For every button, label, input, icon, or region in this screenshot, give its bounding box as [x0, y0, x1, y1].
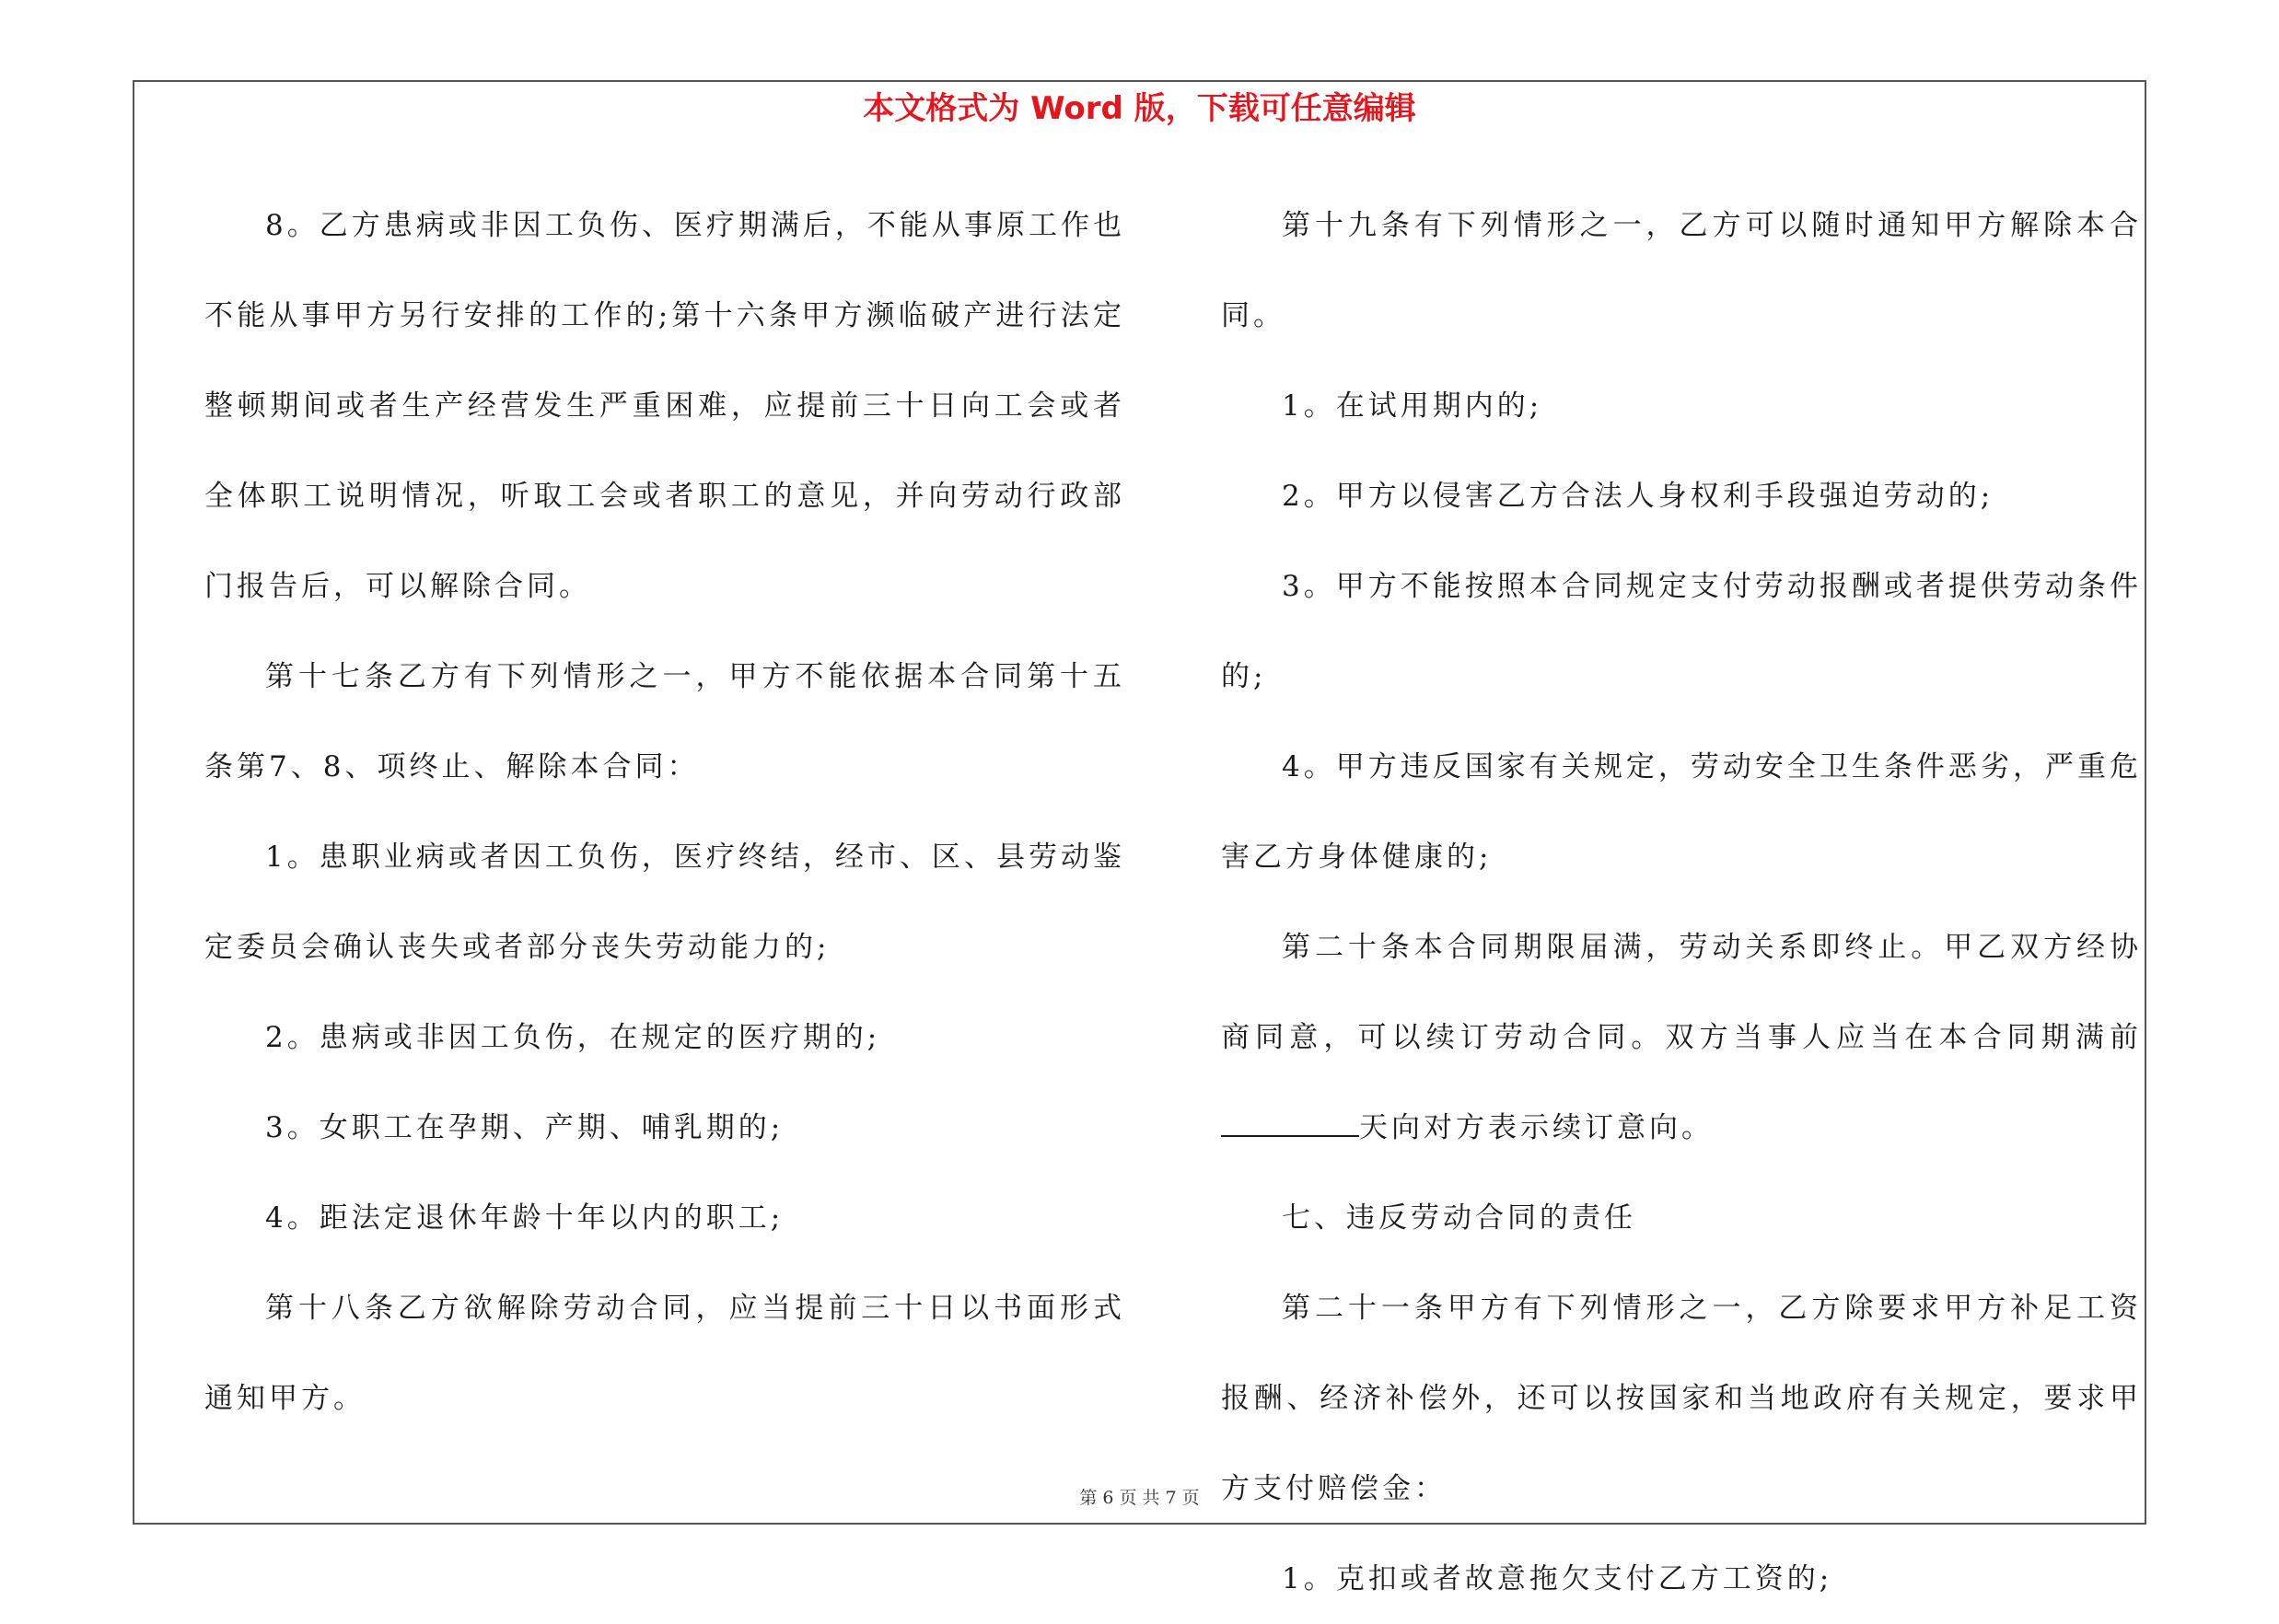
paragraph: 1。在试用期内的; [1282, 389, 1543, 423]
paragraph: 4。甲方违反国家有关规定，劳动安全卫生条件恶劣，严重危害乙方身体健康的; [1221, 750, 2142, 874]
page-number: 第 6 页 共 7 页 [1079, 1488, 1200, 1508]
paragraph-with-blank [1221, 902, 2142, 1173]
paragraph: 第十七条乙方有下列情形之一，甲方不能依据本合同第十五条第7、8、项终止、解除本合同： [204, 660, 1125, 783]
fill-in-blank [1221, 1117, 1359, 1137]
paragraph: 第十九条有下列情形之一，乙方可以随时通知甲方解除本合同。 [1221, 209, 2142, 332]
paragraph-text: 第二十条本合同期限届满，劳动关系即终止。甲乙双方经协商同意，可以续订劳动合同。双方当事人应当在本合同期满前 [1221, 931, 2142, 1054]
paragraph: 8。乙方患病或非因工负伤、医疗期满后，不能从事原工作也不能从事甲方另行安排的工作的;第十六条甲方濒临破产进行法定整顿期间或者生产经营发生严重困难，应提前三十日向工会或者全体职工说明情况，听取工会或者职工的意见，并向劳动行政部门报告后，可以解除合同。 [204, 209, 1125, 603]
paragraph: 1。克扣或者故意拖欠支付乙方工资的; [1282, 1562, 1833, 1595]
right-column [1221, 180, 2142, 1624]
paragraph: 2。患病或非因工负伤，在规定的医疗期的; [265, 1021, 881, 1054]
format-banner: 本文格式为 Word 版，下载可任意编辑 [863, 90, 1416, 127]
section-heading: 七、违反劳动合同的责任 [1282, 1201, 1636, 1235]
paragraph: 4。距法定退休年龄十年以内的职工; [265, 1201, 785, 1235]
paragraph: 第十八条乙方欲解除劳动合同，应当提前三十日以书面形式通知甲方。 [204, 1292, 1125, 1415]
paragraph: 2。甲方以侵害乙方合法人身权利手段强迫劳动的; [1282, 480, 1994, 513]
left-column [204, 180, 1125, 1444]
paragraph: 1。患职业病或者因工负伤，医疗终结，经市、区、县劳动鉴定委员会确认丧失或者部分丧失劳动能力的; [204, 841, 1125, 964]
paragraph: 第二十一条甲方有下列情形之一，乙方除要求甲方补足工资报酬、经济补偿外，还可以按国家和当地政府有关规定，要求甲方支付赔偿金： [1221, 1292, 2142, 1505]
paragraph-text: 天向对方表示续订意向。 [1359, 1111, 1714, 1144]
paragraph: 3。女职工在孕期、产期、哺乳期的; [265, 1111, 785, 1144]
paragraph: 3。甲方不能按照本合同规定支付劳动报酬或者提供劳动条件的; [1221, 570, 2142, 693]
